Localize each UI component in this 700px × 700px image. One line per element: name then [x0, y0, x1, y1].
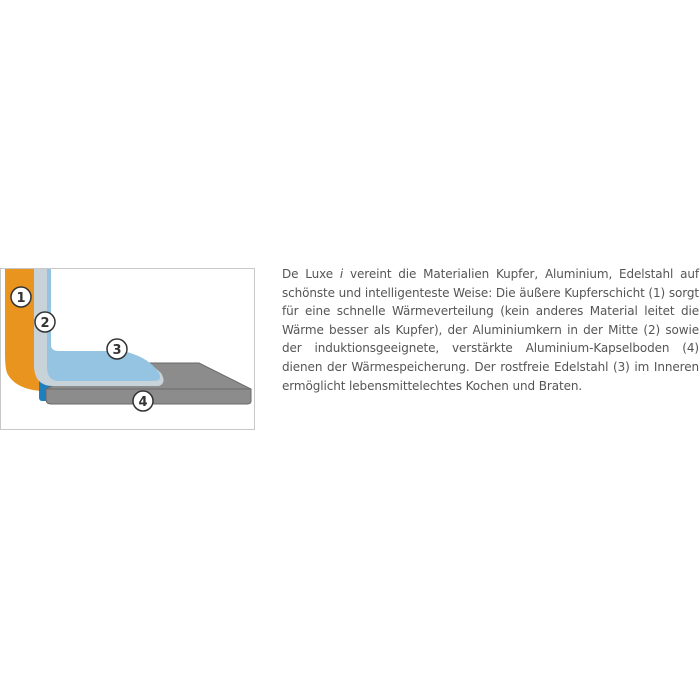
marker-2-label: 2 — [40, 316, 50, 331]
cookware-layer-diagram — [0, 268, 255, 430]
description-body: vereint die Materialien Kupfer, Aluminium, Edelstahl auf schönste und intelligenteste Weise: Die äußere Kupferschicht (1) sorgt für eine schnelle Wärmeverteilung (kein anderes Material leitet die Wärme besser als Kupfer), der Aluminiumkern in der Mitte (2) sowie der induktionsgeeignete, verstärkte Aluminium-Kapselboden (4) dienen der Wärmespeicherung. Der rostfreie Edelstahl (3) im Inneren ermöglicht lebensmittelechtes Kochen und Braten. — [282, 267, 699, 393]
product-description — [282, 265, 699, 395]
marker-2 — [35, 312, 55, 332]
marker-3-label: 3 — [112, 343, 122, 358]
marker-3 — [107, 339, 127, 359]
description-italic-i: i — [339, 267, 344, 281]
marker-4-label: 4 — [138, 395, 148, 410]
layer-cross-section — [1, 269, 256, 431]
stainless-steel-layer — [47, 269, 160, 381]
marker-1 — [11, 287, 31, 307]
marker-4 — [133, 391, 153, 411]
marker-1-label: 1 — [16, 291, 26, 306]
description-lead: De Luxe — [282, 267, 340, 281]
